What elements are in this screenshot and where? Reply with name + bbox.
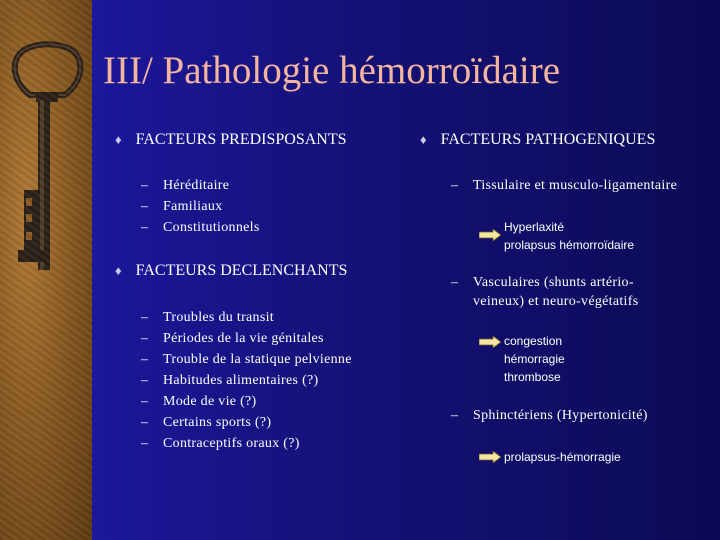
heading-declenchants [115, 262, 347, 280]
heading-predisposants [115, 131, 347, 149]
key-image [0, 0, 92, 540]
arrow-right-icon [479, 451, 501, 463]
arrow-right-icon [479, 336, 501, 348]
key-image-panel [0, 0, 92, 540]
item-sphincteriens: – Sphinctériens (Hypertonicité) [451, 408, 648, 423]
note-hyperlaxite: Hyperlaxité prolapsus hémorroïdaire [504, 220, 635, 252]
slide-title: III/ Pathologie hémorroïdaire [103, 49, 561, 92]
list-item: – Troubles du transit [141, 310, 274, 325]
list-predisposants [141, 175, 260, 238]
list-item: – Trouble de la statique pelvienne [141, 352, 352, 367]
heading-pathogeniques [420, 131, 655, 149]
diamond-bullet-icon: ♦ [115, 263, 122, 278]
list-item: – Familiaux [141, 199, 223, 214]
item-vasculaires: – Vasculaires (shunts artério- veineux) et neuro-végétatifs [451, 275, 639, 309]
note-prolapsus-hemorragie: prolapsus-hémorragie [504, 450, 621, 464]
list-item: – Contraceptifs oraux (?) [141, 436, 300, 451]
diamond-bullet-icon: ♦ [420, 132, 427, 147]
list-declenchants [141, 307, 352, 454]
heading-declenchants-text: FACTEURS DECLENCHANTS [135, 262, 348, 279]
list-item: – Habitudes alimentaires (?) [141, 373, 319, 388]
item-tissulaire: – Tissulaire et musculo-ligamentaire [451, 178, 678, 193]
list-item: – Constitutionnels [141, 220, 260, 235]
list-item: – Héréditaire [141, 178, 230, 193]
note-congestion: congestion hémorragie thrombose [504, 334, 565, 384]
list-item: – Certains sports (?) [141, 415, 272, 430]
diamond-bullet-icon: ♦ [115, 132, 122, 147]
heading-predisposants-text: FACTEURS PREDISPOSANTS [135, 131, 347, 148]
arrow-right-icon [479, 229, 501, 241]
heading-pathogeniques-text: FACTEURS PATHOGENIQUES [440, 131, 656, 148]
list-item: – Mode de vie (?) [141, 394, 257, 409]
list-item: – Périodes de la vie génitales [141, 331, 324, 346]
